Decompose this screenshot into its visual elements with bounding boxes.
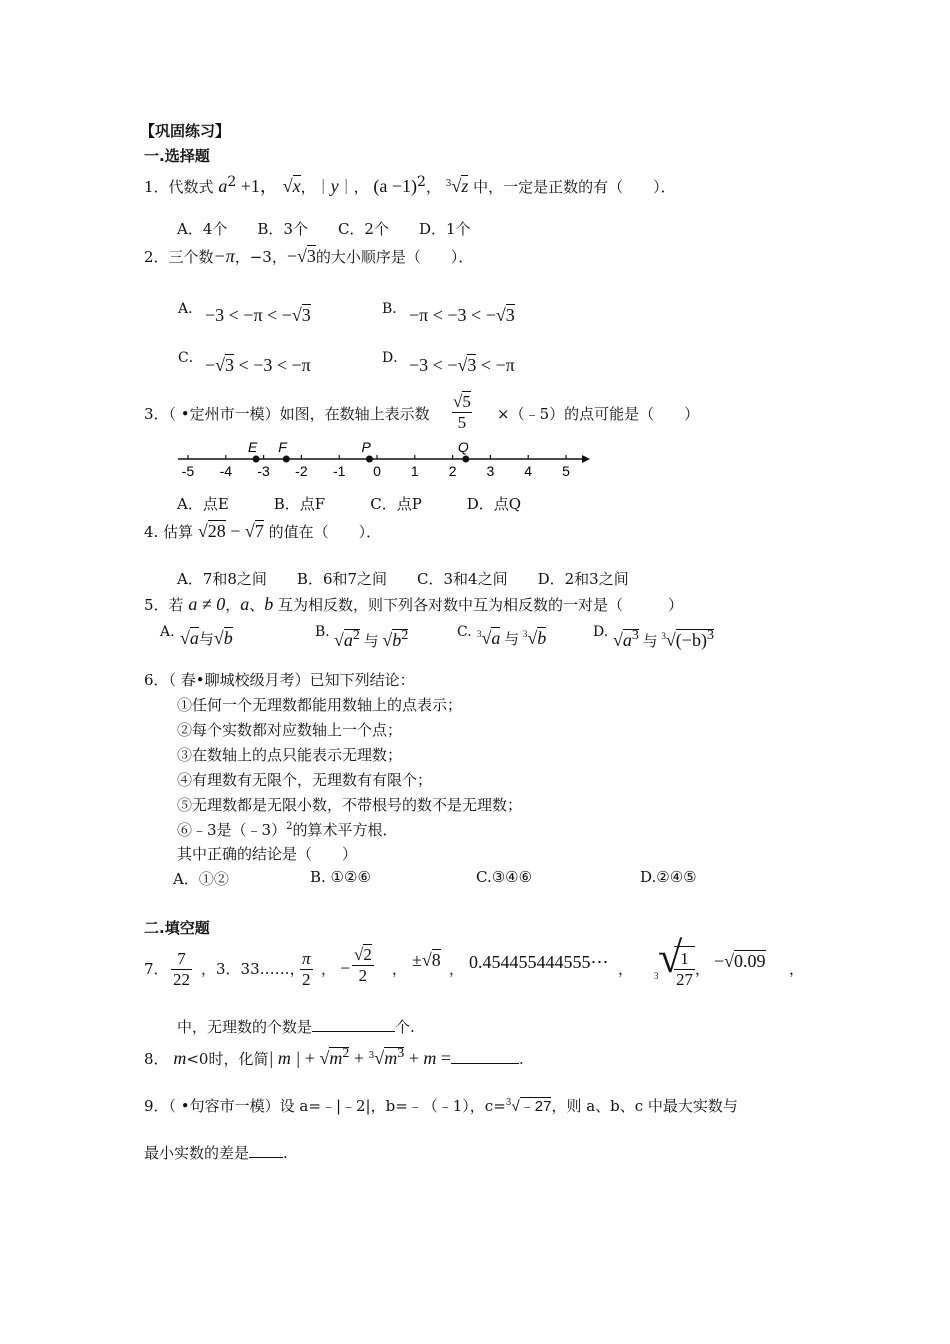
q6-option-b: B. ①②⑥ [310, 868, 371, 886]
q8-condition: <0时，化简 [186, 1050, 269, 1068]
q5-condition: a ≠ 0 [188, 594, 226, 614]
q8-cbrt-index: 3 [368, 1051, 375, 1061]
section-title-fill: 二.填空题 [144, 919, 210, 937]
question-6: 6．（ 春•聊城校级月考）已知下列结论： [144, 671, 415, 689]
tick-label: 4 [524, 463, 533, 479]
tick-label: 2 [448, 463, 457, 479]
q8-answer-blank[interactable] [451, 1062, 519, 1064]
point-label-p: P [361, 439, 371, 455]
q5-option-a: √a与√b [180, 628, 233, 648]
q1-term-a-rest: +1， [236, 176, 278, 196]
q5-var-a: a [240, 594, 250, 614]
q1-term-square: (a −1) [373, 176, 418, 196]
q1-comma: ， [425, 178, 441, 196]
q9-cbrt: √﹣27 [511, 1098, 552, 1115]
q9-answer-blank[interactable] [249, 1156, 283, 1158]
point-p [366, 456, 373, 463]
q3-options: A．点E B．点F C．点P D．点Q [177, 495, 522, 513]
q7-answer-blank[interactable] [312, 1030, 395, 1032]
q7-neg: − [340, 958, 351, 978]
q4-options: A．7和8之间 B．6和7之间 C．3和4之间 D．2和3之间 [177, 570, 629, 588]
question-2 [144, 246, 473, 267]
q4-minus: − [225, 521, 245, 541]
number-line-figure [170, 432, 600, 482]
tick-label: -2 [295, 463, 308, 479]
q7-fraction-sqrt2-2: $\frac{√2}{2}$ [354, 945, 372, 985]
question-9 [144, 1095, 738, 1116]
q6-item-2: ②每个实数都对应数轴上一个点； [177, 721, 403, 739]
q2-option-c-label: C． [178, 350, 203, 366]
q1-abs-open: ，｜ [300, 178, 331, 196]
q4-sqrt28: √28 [197, 521, 226, 541]
q1-options: A．4个 B．3个 C．2个 D．1个 [177, 220, 471, 238]
tick-label: 1 [410, 463, 419, 479]
section-header: 【巩固练习】 [140, 122, 231, 140]
q6-item-4: ④有理数有无限个，无理数有有限个； [177, 771, 433, 789]
q2-option-d-label: D． [382, 350, 408, 366]
q2-option-b: −π < −3 < −√3 [409, 305, 515, 325]
q7-fraction-pi-2: $\frac{\pi}{2}$ [302, 949, 311, 989]
point-q [462, 456, 469, 463]
q6-option-a: A．①② [173, 870, 229, 888]
q9-line-2: 最小实数的差是 . [144, 1144, 288, 1162]
q4-number: 4. 估算 [144, 523, 194, 541]
q6-item-6: ⑥﹣3是（﹣3）$^2$的算术平方根． [177, 821, 398, 839]
q2-number: 2．三个数 [144, 248, 214, 266]
q9-cbrt-index: 3 [505, 1098, 512, 1108]
q4-tail: 的值在（ ）． [268, 523, 382, 541]
q2-option-a-label: A． [178, 301, 203, 317]
section-title-choice: 一.选择题 [144, 147, 210, 165]
tick-label: -4 [219, 463, 233, 479]
q4-sqrt7: √7 [244, 521, 264, 541]
q1-term-square-exp: 2 [417, 174, 426, 190]
tick-label: 3 [486, 463, 495, 479]
point-label-e: E [248, 439, 258, 455]
q5-option-d: $√a^3$ 与 $^3√(-b)^3$ [613, 628, 714, 650]
q7-number: 7． [144, 960, 169, 978]
q2-neg-pi: −π [213, 246, 235, 266]
q1-tail: 中，一定是正数的有（ ）． [473, 178, 676, 196]
question-8: 8． m<0时，化简| m | + $√m^2 + ^3√m^3 + m$ = . [144, 1046, 524, 1068]
q6-prompt: 其中正确的结论是（ ） [177, 845, 358, 863]
q1-term-a-exp: 2 [227, 174, 237, 190]
q5-option-c: $^3$√a 与 $^3$√b [477, 628, 547, 648]
q3-text: 3．（ •定州市一模）如图，在数轴上表示数 [144, 405, 430, 423]
q5-number: 5．若 [144, 596, 184, 614]
q5-option-d-label: D. [593, 624, 609, 640]
q1-term-a: a [218, 176, 228, 196]
q7-sep-2: ， [321, 960, 337, 978]
q5-tail: 互为相反数，则下列各对数中互为相反数的一对是（ ） [278, 596, 684, 614]
q6-item-3: ③在数轴上的点只能表示无理数； [177, 746, 403, 764]
q7-fraction-7-22: $\frac{7}{22}$ [173, 949, 190, 989]
q9-text: 9．（ •句容市一模）设 a=﹣|﹣2|，b=﹣（﹣1），c= [144, 1097, 506, 1115]
question-3 [144, 403, 430, 424]
q6-item-1: ①任何一个无理数都能用数轴上的点表示； [177, 696, 463, 714]
q1-number: 1．代数式 [144, 178, 214, 196]
q1-abs-close: ｜， [338, 178, 369, 196]
q7-line-2: 中，无理数的个数是 个. [177, 1018, 415, 1036]
q6-item-5: ⑤无理数都是无限小数，不带根号的数不是无理数； [177, 796, 523, 814]
q7-decimal: 0.454455444555⋯ [469, 952, 609, 972]
q9-tail: ，则 a、b、c 中最大实数与 [551, 1097, 738, 1115]
q7-sep-7: ， [789, 960, 805, 978]
tick-label: -5 [181, 463, 195, 479]
q5-option-b-label: B. [315, 624, 330, 640]
question-4 [144, 521, 381, 542]
q3-fraction: √5 5 [453, 392, 471, 432]
number-line-arrow [582, 455, 590, 463]
q7-sep-3: ， [392, 960, 408, 978]
q8-sqrt-m2: $√m^2$ [319, 1046, 350, 1068]
q5-sep2: 、 [249, 596, 265, 614]
tick-label: -1 [332, 463, 346, 479]
q1-cbrt-z: √z [451, 176, 469, 196]
question-5 [144, 594, 683, 615]
question-1 [144, 172, 676, 198]
q1-sqrt-x: √x [282, 176, 301, 196]
point-label-f: F [278, 439, 287, 455]
q7-sep-4: ， [449, 960, 465, 978]
q8-abs-m: | m | [268, 1048, 301, 1068]
q2-sqrt3: √3 [297, 246, 316, 266]
point-f [283, 456, 290, 463]
q2-option-a: −3 < −π < −√3 [205, 305, 311, 325]
q5-sep1: ， [225, 596, 241, 614]
q2-neg-sign: − [286, 246, 297, 266]
q2-neg-three: ，−3， [234, 248, 287, 266]
point-e [253, 456, 260, 463]
point-label-q: Q [457, 439, 469, 455]
q6-option-d: D.②④⑤ [640, 868, 697, 886]
q8-number: 8． [144, 1050, 169, 1068]
q2-option-d: −3 < −√3 < −π [409, 355, 515, 375]
q7-pm-sqrt8: ±√8 [412, 950, 441, 970]
tick-label: 5 [562, 463, 570, 479]
q2-tail: 的大小顺序是（ ）． [315, 248, 474, 266]
q5-var-b: b [264, 594, 274, 614]
q6-option-c: C.③④⑥ [476, 868, 533, 886]
q1-abs-y: y [330, 176, 339, 196]
tick-label: -3 [257, 463, 270, 479]
q1-cbrt-index: 3 [445, 179, 452, 189]
q5-option-b: $√a^2$ 与 $√b^2$ [334, 628, 409, 650]
q7-sep-6: ， [695, 960, 711, 978]
q3-tail: ×（﹣5）的点可能是（ ） [497, 405, 700, 423]
q2-option-c: −√3 < −3 < −π [205, 355, 311, 375]
q7-neg-sqrt-009: −√0.09 [714, 951, 766, 971]
q8-var-m: m [173, 1048, 187, 1068]
tick-label: 0 [373, 463, 381, 479]
q7-sep-1: ，3．33……， [201, 960, 305, 978]
q8-cbrt-m3: $√m^3$ [374, 1046, 405, 1068]
q5-option-c-label: C. [457, 624, 472, 640]
q7-sep-5: ， [618, 960, 634, 978]
q5-option-a-label: A. [160, 624, 175, 640]
q2-option-b-label: B． [382, 301, 407, 317]
